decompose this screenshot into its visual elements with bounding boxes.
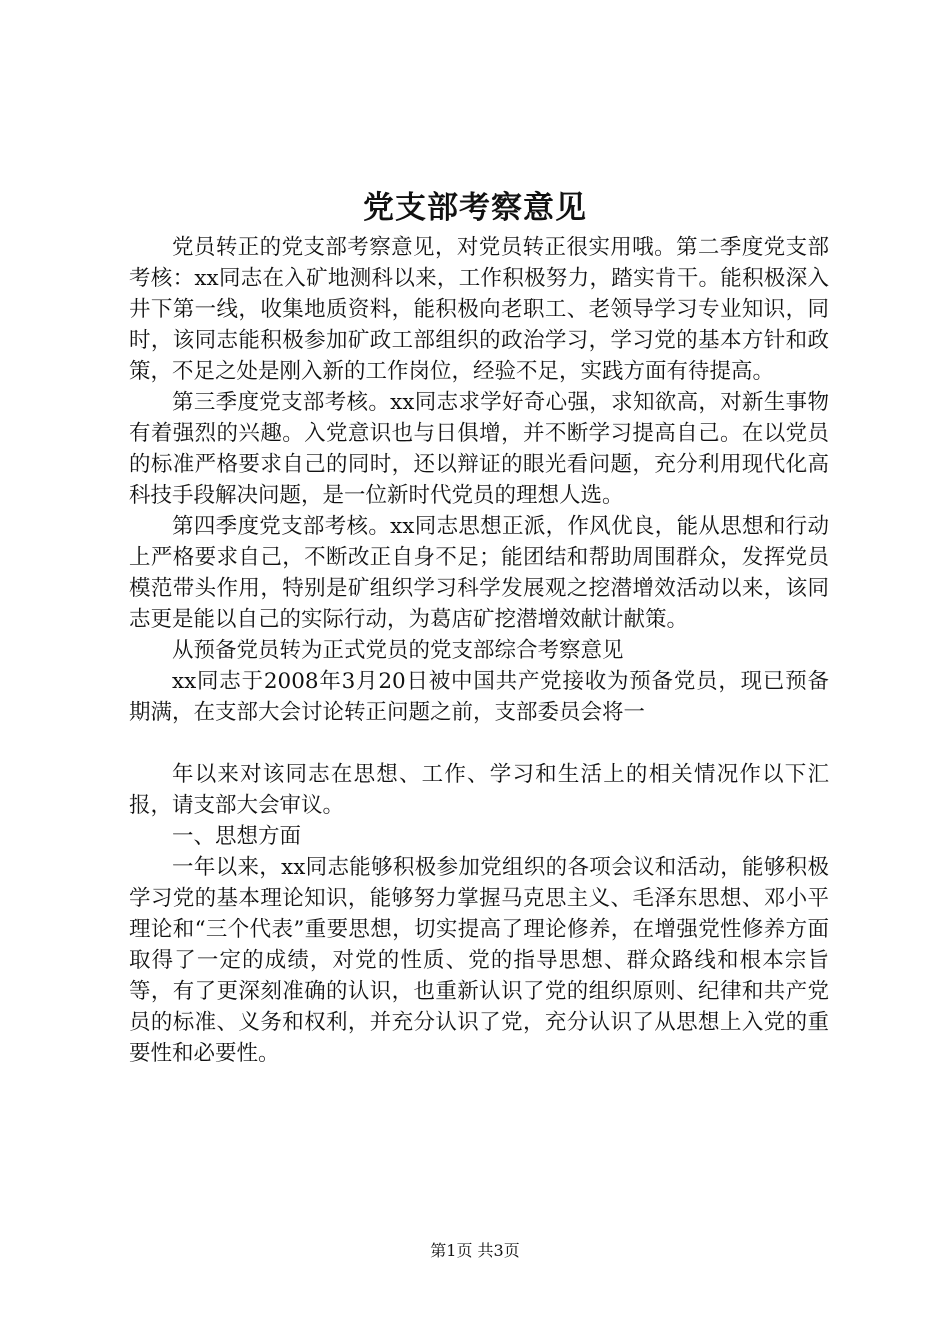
paragraph-q4-review: 第四季度党支部考核。xx同志思想正派，作风优良，能从思想和行动上严格要求自己，不断改正自身不足；能团结和帮助周围群众，发挥党员模范带头作用，特别是矿组织学习科学发展观之挖潜增效活动以来，该同志更是能以自己的实际行动，为葛店矿挖潜增效献计献策。 bbox=[129, 514, 829, 632]
document-title: 党支部考察意见 bbox=[363, 190, 587, 226]
page-number-footer: 第1页 共3页 bbox=[430, 1241, 520, 1260]
paragraph-thought: 一年以来，xx同志能够积极参加党组织的各项会议和活动，能够积极学习党的基本理论知识，能够努力掌握马克思主义、毛泽东思想、邓小平理论和“三个代表”重要思想，切实提高了理论修养，在增强党性修养方面取得了一定的成绩，对党的性质、党的指导思想、群众路线和根本宗旨等，有了更深刻准确的认识，也重新认识了党的组织原则、纪律和共产党员的标准、义务和权利，并充分认识了党，充分认识了从思想上入党的重要性和必要性。 bbox=[129, 855, 829, 1066]
paragraph-report-intro: 年以来对该同志在思想、工作、学习和生活上的相关情况作以下汇报，请支部大会审议。 bbox=[129, 762, 829, 818]
section-heading-thought: 一、思想方面 bbox=[172, 824, 302, 849]
document-body bbox=[129, 232, 829, 1069]
section-heading-comprehensive: 从预备党员转为正式党员的党支部综合考察意见 bbox=[172, 638, 624, 663]
paragraph-q3-review: 第三季度党支部考核。xx同志求学好奇心强，求知欲高，对新生事物有着强烈的兴趣。入党意识也与日俱增，并不断学习提高自己。在以党员的标准严格要求自己的同时，还以辩证的眼光看问题，充分利用现代化高科技手段解决问题，是一位新时代党员的理想人选。 bbox=[129, 390, 829, 508]
paragraph-q2-review: 党员转正的党支部考察意见，对党员转正很实用哦。第二季度党支部考核：xx同志在入矿地测科以来，工作积极努力，踏实肯干。能积极深入井下第一线，收集地质资料，能积极向老职工、老领导学习专业知识，同时，该同志能积极参加矿政工部组织的政治学习，学习党的基本方针和政策，不足之处是刚入新的工作岗位，经验不足，实践方面有待提高。 bbox=[129, 235, 829, 384]
paragraph-probation-intro: xx同志于2008年3月20日被中国共产党接收为预备党员，现已预备期满，在支部大会讨论转正问题之前，支部委员会将一 bbox=[129, 669, 829, 725]
